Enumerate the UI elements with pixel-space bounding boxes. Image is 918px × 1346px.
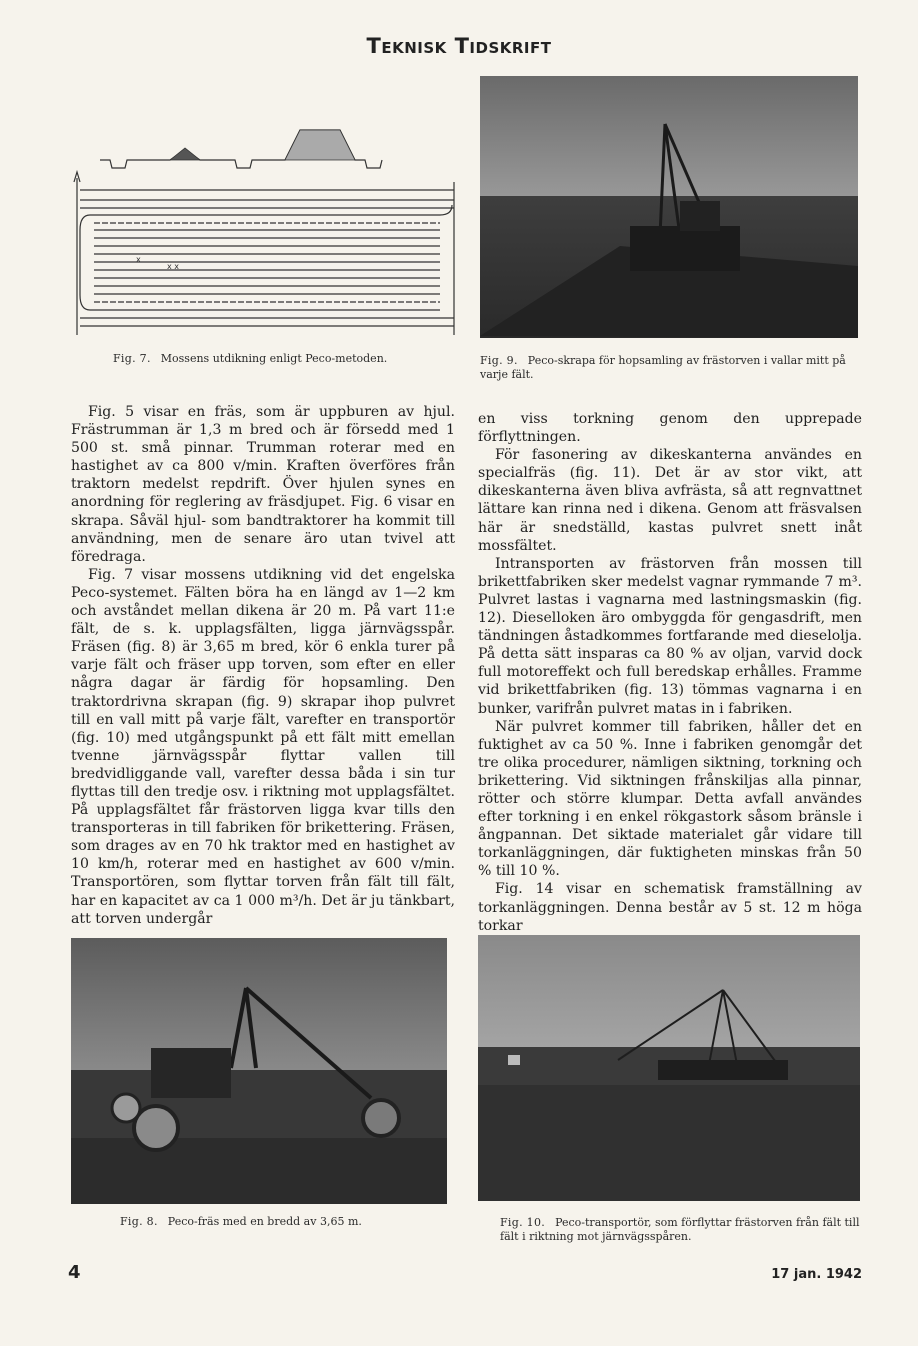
fig9-photo — [480, 76, 858, 338]
left-paragraph: Fig. 5 visar en fräs, som är uppburen av hjul. Frästrumman är 1,3 m bred och är försedd med 1 500 st. små pinnar. Trumman roterar med en hastighet av ca 800 v/min. Kraften överföres från traktorn medelst repdrift. Över hjulen synes en anordning för reglering av fräsdjupet. Fig. 6 visar en skrapa. Såväl hjul- som bandtraktorer ha kommit till användning, men de senare äro utan tvivel att föredraga. — [71, 404, 455, 565]
right-paragraph: För fasonering av dikeskanterna användes en specialfräs (fig. 11). Det är av stor vikt, att dikeskanterna även bliva avfrästa, så att regnvattnet lättare kan rinna ned i dikena. Genom att fräsvalsen här är snedställd, kastas pulvret snett inåt mossfältet. — [478, 447, 862, 554]
fig10-photo — [478, 935, 860, 1201]
issue-date: 17 jan. 1942 — [771, 1267, 862, 1282]
fig7-number: Fig. 7. — [113, 352, 151, 365]
fig7-diagram — [70, 120, 465, 342]
fig7-text: Mossens utdikning enligt Peco-metoden. — [160, 352, 388, 365]
right-paragraph: Intransporten av frästorven från mossen till brikettfabriken sker medelst vagnar rymmande 7 m³. Pulvret lastas i vagnarna med lastningsmaskin (fig. 12). Dieselloken äro ombyggda för gengasdrift, men tändningen åstadkommes fortfarande med dieselolja. På detta sätt insparas ca 80 % av oljan, varvid dock full motoreffekt och full beredskap erhålles. Framme vid brikettfabriken (fig. 13) tömmas vagnarna i en bunker, varifrån pulvret matas in i fabriken. — [478, 555, 862, 717]
fig7-caption — [113, 352, 443, 366]
right-column — [478, 410, 862, 935]
left-paragraph: Fig. 7 visar mossens utdikning vid det engelska Peco-systemet. Fälten böra ha en längd av 1—2 km och avståndet mellan dikena är 20 m. På vart 11:e fält, de s. k. upplagsfälten, ligga järnvägsspår. Fräsen (fig. 8) är 3,65 m bred, kör 6 enkla turer på varje fält och fräser upp torven, som efter en eller några dagar är färdig för hopsamling. Den traktordrivna skrapan (fig. 9) skrapar ihop pulvret till en vall mitt på varje fält, varefter en transportör (fig. 10) med utgångspunkt på ett fält mitt emellan tvenne järnvägsspår flyttar vallen till bredvidliggande vall, varefter dessa båda i sin tur flyttas till den tredje osv. i riktning mot upplagsfältet. På upplagsfältet får frästorven ligga kvar tills den transporteras in till fabriken för brikettering. Fräsen, som drages av en 70 hk traktor med en hastighet av 10 km/h, roterar med en hastighet av 600 v/min. Transportören, som flyttar torven från fält till fält, har en kapacitet av ca 1 000 m³/h. Det är ju tänkbart, att torven undergår — [71, 566, 455, 927]
fig10-caption — [500, 1216, 870, 1244]
fig9-number: Fig. 9. — [480, 354, 518, 367]
fig8-text: Peco-fräs med en bredd av 3,65 m. — [167, 1215, 362, 1228]
right-paragraph: När pulvret kommer till fabriken, håller det en fuktighet av ca 50 %. Inne i fabriken genomgår det tre olika procedurer, nämligen siktning, torkning och brikettering. Vid siktningen frånskiljas alla pinnar, rötter och större klumpar. Detta avfall användes efter torkning i en enkel rökgastork såsom bränsle i ångpannan. Det siktade materialet går vidare till torkanläggningen, där fuktigheten minskas från 50 % till 10 %. — [478, 718, 862, 880]
fig8-photo — [71, 938, 447, 1204]
right-paragraph: Fig. 14 visar en schematisk framställning av torkanläggningen. Denna består av 5 st. 12 m höga torkar — [478, 881, 862, 934]
svg-text:x x: x x — [167, 262, 180, 271]
fig9-text: Peco-skrapa för hopsamling av frästorven i vallar mitt på varje fält. — [480, 354, 846, 381]
right-paragraph: en viss torkning genom den upprepade förflyttningen. — [478, 411, 862, 446]
fig8-caption — [120, 1215, 440, 1229]
journal-title: Teknisk Tidskrift — [366, 34, 552, 58]
page-number: 4 — [68, 1262, 81, 1283]
svg-text:x: x — [136, 255, 141, 264]
left-column — [71, 403, 455, 928]
fig10-text: Peco-transportör, som förflyttar frästorven från fält till fält i riktning mot järnvägsspåren. — [500, 1216, 860, 1243]
fig8-number: Fig. 8. — [120, 1215, 158, 1228]
fig9-caption — [480, 354, 864, 382]
drainage-diagram — [70, 120, 465, 342]
fig10-number: Fig. 10. — [500, 1216, 546, 1229]
